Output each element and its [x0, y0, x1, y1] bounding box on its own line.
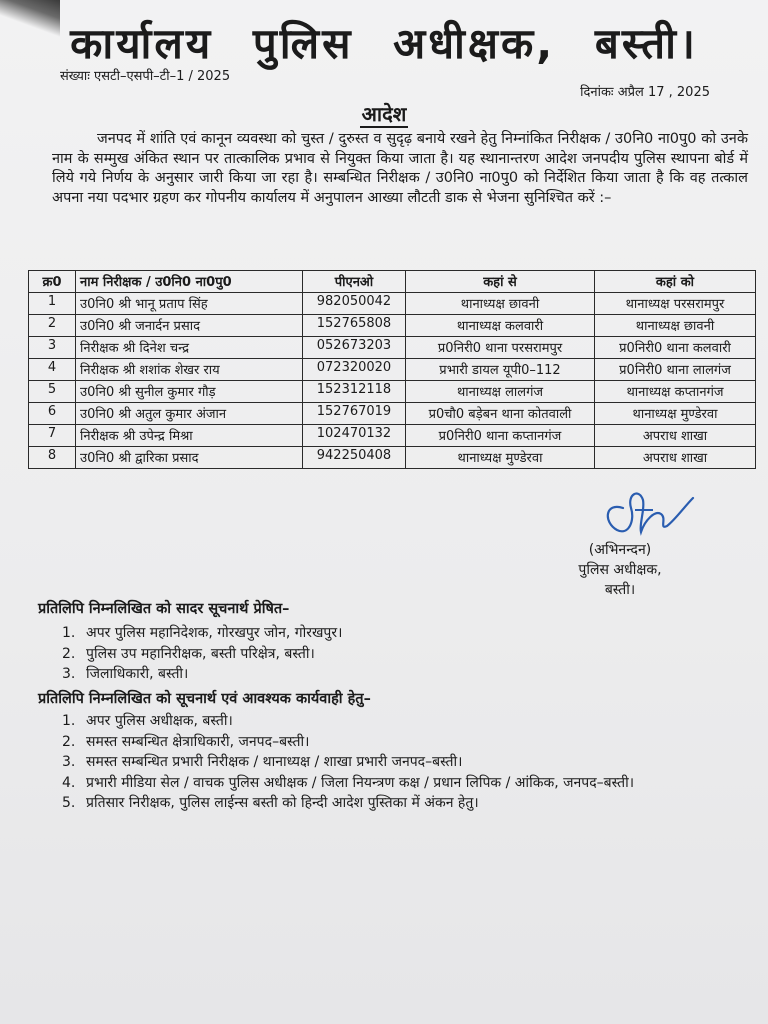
copies-action-heading: प्रतिलिपि निम्नलिखित को सूचनार्थ एवं आवश्यक कार्यवाही हेतु– [38, 691, 371, 707]
cell-from: प्र0निरी0 थाना कप्तानगंज [406, 425, 595, 447]
column-header-to: कहां को [595, 271, 756, 293]
cell-from: थानाध्यक्ष कलवारी [406, 315, 595, 337]
table-row [29, 315, 756, 337]
signatory-block [560, 540, 680, 600]
list-item-number: 1. [62, 625, 76, 641]
cell-to: अपराध शाखा [595, 425, 756, 447]
cell-name: उ0नि0 श्री द्वारिका प्रसाद [76, 447, 303, 469]
table-row [29, 381, 756, 403]
table-row [29, 337, 756, 359]
list-item-number: 4. [62, 774, 76, 791]
cell-serial: 1 [29, 293, 76, 315]
list-item [62, 644, 752, 665]
table-row [29, 359, 756, 381]
cell-serial: 8 [29, 447, 76, 469]
cell-pno: 102470132 [303, 425, 406, 447]
list-item [62, 752, 752, 773]
list-item-text: प्रभारी मीडिया सेल / वाचक पुलिस अधीक्षक / जिला नियन्त्रण कक्ष / प्रधान लिपिक / आंकिक, जनपद–बस्ती। [86, 774, 635, 791]
cell-serial: 6 [29, 403, 76, 425]
cell-pno: 152767019 [303, 403, 406, 425]
signature-mark [595, 480, 695, 540]
cell-name: उ0नि0 श्री अतुल कुमार अंजान [76, 403, 303, 425]
list-item-text: जिलाधिकारी, बस्ती। [86, 666, 189, 682]
cell-pno: 152765808 [303, 315, 406, 337]
table-row [29, 293, 756, 315]
cell-from: थानाध्यक्ष लालगंज [406, 381, 595, 403]
list-item-text: अपर पुलिस अधीक्षक, बस्ती। [86, 713, 233, 729]
list-item-number: 2. [62, 645, 76, 662]
cell-name: निरीक्षक श्री शशांक शेखर राय [76, 359, 303, 381]
signatory-place: बस्ती। [604, 582, 636, 598]
list-item [62, 711, 752, 732]
cell-name: उ0नि0 श्री भानू प्रताप सिंह [76, 293, 303, 315]
cell-pno: 942250408 [303, 447, 406, 469]
cell-from: थानाध्यक्ष छावनी [406, 293, 595, 315]
signatory-name: (अभिनन्दन) [588, 542, 652, 558]
cell-pno: 072320020 [303, 359, 406, 381]
table-header-row [29, 271, 756, 293]
table-row [29, 447, 756, 469]
order-date: दिनांकः अप्रैल 17 , 2025 [580, 85, 710, 100]
cell-serial: 4 [29, 359, 76, 381]
list-item [62, 732, 752, 753]
cell-pno: 982050042 [303, 293, 406, 315]
cell-name: उ0नि0 श्री सुनील कुमार गौड़ [76, 381, 303, 403]
cell-to: थानाध्यक्ष मुण्डेरवा [595, 403, 756, 425]
table-row [29, 403, 756, 425]
transfer-table [28, 270, 756, 469]
list-item [62, 773, 752, 794]
cell-serial: 5 [29, 381, 76, 403]
cell-from: थानाध्यक्ष मुण्डेरवा [406, 447, 595, 469]
list-item-text: समस्त सम्बन्धित क्षेत्राधिकारी, जनपद–बस्ती। [86, 733, 310, 750]
list-item-number: 3. [62, 666, 76, 682]
cell-to: प्र0निरी0 थाना लालगंज [595, 359, 756, 381]
list-item-text: समस्त सम्बन्धित प्रभारी निरीक्षक / थानाध्यक्ष / शाखा प्रभारी जनपद–बस्ती। [86, 754, 463, 770]
copies-info-heading: प्रतिलिपि निम्नलिखित को सादर सूचनार्थ प्रेषित– [38, 601, 290, 617]
cell-name: निरीक्षक श्री दिनेश चन्द्र [76, 337, 303, 359]
column-header-name: नाम निरीक्षक / उ0नि0 ना0पु0 [76, 271, 303, 293]
order-body-paragraph: जनपद में शांति एवं कानून व्यवस्था को चुस्त / दुरुस्त व सुदृढ़ बनाये रखने हेतु निम्नांकित निरीक्षक / उ0नि0 ना0पु0 को उनके नाम के सम्मुख अंकित स्थान पर तात्कालिक प्रभाव से नियुक्त किया जाता है। यह स्थानान्तरण आदेश जनपदीय पुलिस स्थापना बोर्ड में लिये गये निर्णय के अनुसार जारी किया जा रहा है। सम्बन्धित निरीक्षक / उ0नि0 ना0पु0 को निर्देशित किया जाता है कि वह तत्काल अपना नया पदभार ग्रहण कर गोपनीय कार्यालय में अनुपालन आख्या लौटती डाक से भेजना सुनिश्चित करें :– [52, 131, 748, 206]
order-heading-text: आदेश [361, 102, 407, 126]
order-heading [0, 100, 768, 127]
cell-from: प्रभारी डायल यूपी0–112 [406, 359, 595, 381]
list-item [62, 664, 752, 685]
cell-to: प्र0निरी0 थाना कलवारी [595, 337, 756, 359]
list-item-text: प्रतिसार निरीक्षक, पुलिस लाईन्स बस्ती को हिन्दी आदेश पुस्तिका में अंकन हेतु। [86, 795, 479, 811]
cell-to: अपराध शाखा [595, 447, 756, 469]
list-item-text: अपर पुलिस महानिदेशक, गोरखपुर जोन, गोरखपुर। [86, 625, 343, 641]
column-header-serial: क्र0 [29, 271, 76, 293]
table-body [29, 293, 756, 469]
table-row [29, 425, 756, 447]
list-item-number: 2. [62, 733, 76, 750]
reference-number: संख्याः एसटी–एसपी–टी–1 / 2025 [60, 69, 231, 84]
cell-from: प्र0निरी0 थाना परसरामपुर [406, 337, 595, 359]
list-item-number: 3. [62, 754, 76, 770]
list-item [62, 623, 752, 644]
signatory-designation: पुलिस अधीक्षक, [578, 562, 662, 578]
column-header-pno: पीएनओ [303, 271, 406, 293]
office-title: कार्यालय पुलिस अधीक्षक, बस्ती। [70, 19, 698, 68]
cell-serial: 3 [29, 337, 76, 359]
list-item-number: 1. [62, 713, 76, 729]
cell-serial: 2 [29, 315, 76, 337]
cell-pno: 152312118 [303, 381, 406, 403]
column-header-from: कहां से [406, 271, 595, 293]
copies-info-list [62, 623, 752, 685]
cell-pno: 052673203 [303, 337, 406, 359]
cell-to: थानाध्यक्ष परसरामपुर [595, 293, 756, 315]
cell-from: प्र0चौ0 बड़ेबन थाना कोतवाली [406, 403, 595, 425]
cell-to: थानाध्यक्ष कप्तानगंज [595, 381, 756, 403]
cell-to: थानाध्यक्ष छावनी [595, 315, 756, 337]
copies-action-list [62, 711, 752, 814]
cell-name: निरीक्षक श्री उपेन्द्र मिश्रा [76, 425, 303, 447]
list-item [62, 793, 752, 814]
list-item-text: पुलिस उप महानिरीक्षक, बस्ती परिक्षेत्र, बस्ती। [86, 645, 315, 662]
list-item-number: 5. [62, 795, 76, 811]
cell-name: उ0नि0 श्री जनार्दन प्रसाद [76, 315, 303, 337]
cell-serial: 7 [29, 425, 76, 447]
